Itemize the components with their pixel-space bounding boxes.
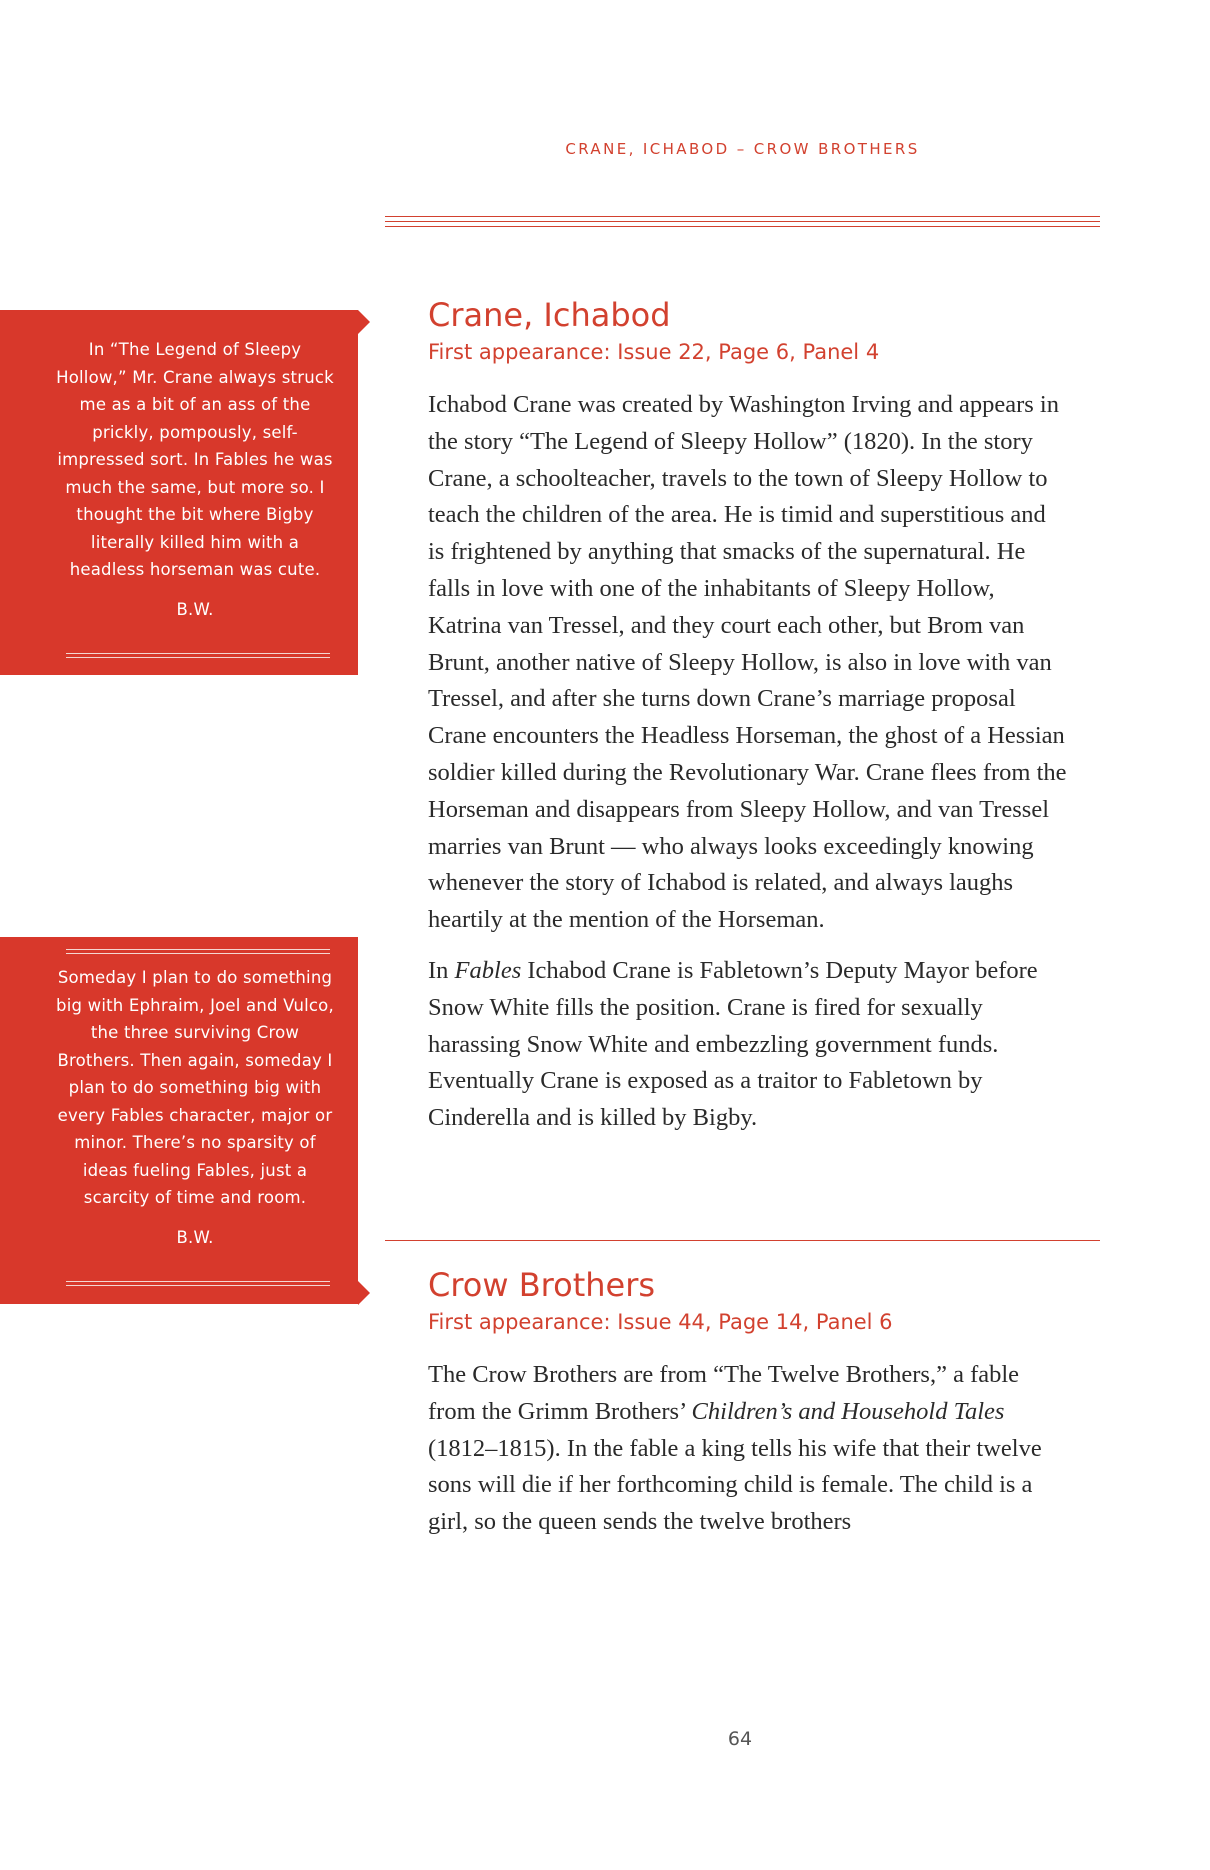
sidebar-note-crow <box>0 937 358 1304</box>
entry-title: Crow Brothers <box>428 1266 656 1304</box>
entry-paragraph: The Crow Brothers are from “The Twelve Brothers,” a fable from the Grimm Brothers’ Children’s and Household Tales (1812–1815). In the fable a king tells his wife that their twelve sons will die if her forthcoming child is female. The child is a girl, so the queen sends the twelve brothers <box>428 1361 1042 1536</box>
entry-body <box>428 387 1068 1151</box>
sidebar-note-crane <box>0 310 358 675</box>
page-number: 64 <box>727 1728 753 1750</box>
section-divider <box>385 1240 1100 1241</box>
sidebar-note-text: In “The Legend of Sleepy Hollow,” Mr. Crane always struck me as a bit of an ass of the prickly, pompously, self-impressed sort. In Fables he was much the same, but more so. I thought the bit where Bigby literally killed him with a headless horseman was cute. <box>56 340 334 579</box>
entry-paragraph: In Fables Ichabod Crane is Fabletown’s Deputy Mayor before Snow White fills the position. Crane is fired for sexually harassing Snow White and embezzling government funds. Eventually Crane is exposed as a traitor to Fabletown by Cinderella and is killed by Bigby. <box>428 956 1038 1132</box>
entry-paragraph: Ichabod Crane was created by Washington Irving and appears in the story “The Legend of Sleepy Hollow” (1820). In the story Crane, a schoolteacher, travels to the town of Sleepy Hollow to teach the children of the area. He is timid and superstitious and is frightened by anything that smacks of the supernatural. He falls in love with one of the inhabitants of Sleepy Hollow, Katrina van Tressel, and they court each other, but Brom van Brunt, another native of Sleepy Hollow, is also in love with van Tressel, and after she turns down Crane’s marriage proposal Crane encounters the Headless Horseman, the ghost of a Hessian soldier killed during the Revolutionary War. Crane flees from the Horseman and disappears from Sleepy Hollow, and van Tressel marries van Brunt — who always looks exceedingly knowing whenever the story of Ichabod is related, and always laughs heartily at the mention of the Horseman. <box>428 391 1067 934</box>
sidebar-rule <box>66 1281 330 1289</box>
running-head: CRANE, ICHABOD – CROW BROTHERS <box>565 140 920 158</box>
sidebar-signature: B.W. <box>176 1227 214 1247</box>
first-appearance: First appearance: Issue 44, Page 14, Panel 6 <box>428 1310 893 1334</box>
sidebar-arrow <box>358 1281 370 1305</box>
first-appearance: First appearance: Issue 22, Page 6, Panel 4 <box>428 340 880 364</box>
sidebar-rule <box>66 653 330 661</box>
entry-title: Crane, Ichabod <box>428 296 671 334</box>
sidebar-signature: B.W. <box>176 599 214 619</box>
sidebar-note-text: Someday I plan to do something big with Ephraim, Joel and Vulco, the three surviving Crow Brothers. Then again, someday I plan to do something big with every Fables character, major or minor. There’s no sparsity of ideas fueling Fables, just a scarcity of time and room. <box>56 968 334 1207</box>
sidebar-arrow <box>358 310 370 334</box>
header-rule <box>385 216 1100 231</box>
sidebar-rule <box>66 949 330 957</box>
entry-body <box>428 1357 1068 1555</box>
